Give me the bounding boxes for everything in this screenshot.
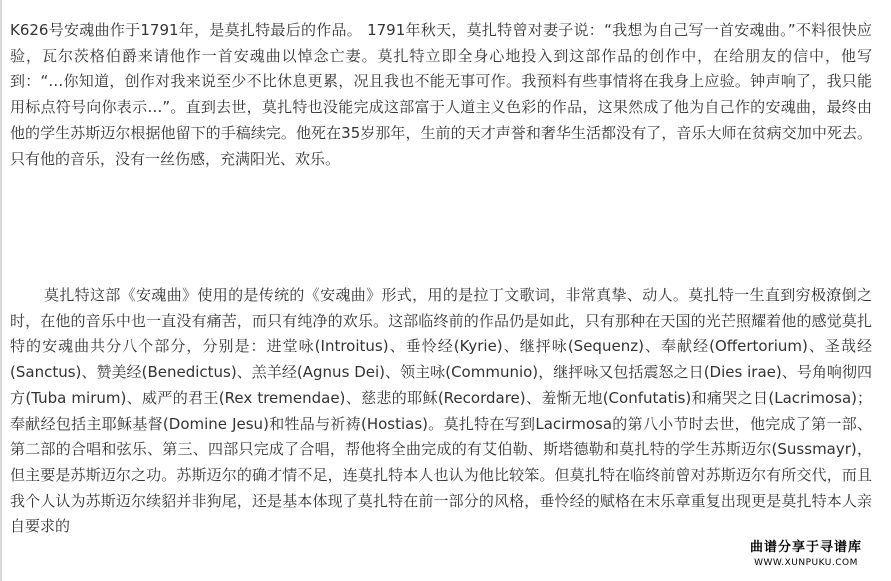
article-body (10, 18, 872, 536)
left-border-line (0, 0, 2, 581)
site-watermark (731, 539, 881, 575)
watermark-title: 曲谱分享于寻谱库 (749, 540, 862, 555)
article-paragraph-2: 莫扎特这部《安魂曲》使用的是传统的《安魂曲》形式，用的是拉丁文歌词，非常真挚、动人。莫扎特一生直到穷极潦倒之时，在他的音乐中也一直没有痛苦，而只有纯净的欢乐。这部临终前的作品仍是如此，只有那种在天国的光芒照耀着他的感觉莫扎特的安魂曲共分八个部分，分别是：进堂咏(Introitus)、垂怜经(Kyrie)、继抨咏(Sequenz)、奉献经(Offertorium)、圣哉经(Sanctus)、赞美经(Benedictus)、羔羊经(Agnus Dei)、领主咏(Communio)，继抨咏又包括震怒之日(Dies irae)、号角响彻四方(Tuba mirum)、威严的君王(Rex tremendae)、慈悲的耶稣(Recordare)、羞惭无地(Confutatis)和痛哭之日(Lacrimosa)；奉献经包括主耶稣基督(Domine Jesu)和牲品与祈祷(Hostias)。莫扎特在写到Lacirmosa的第八小节时去世，他完成了第一部、第二部的合唱和弦乐、第三、四部只完成了合唱，帮他将全曲完成的有艾伯勒、斯塔德勒和莫扎特的学生苏斯迈尔(Sussmayr)，但主要是苏斯迈尔之功。苏斯迈尔的确才情不足，连莫扎特本人也认为他比较笨。但莫扎特在临终前曾对苏斯迈尔有所交代，而且我个人认为苏斯迈尔续貂并非狗尾，还是基本体现了莫扎特在前一部分的风格，垂怜经的赋格在末乐章重复出现更是莫扎特本人亲自要求的 (10, 286, 872, 536)
article-paragraph-1: K626号安魂曲作于1791年，是莫扎特最后的作品。 1791年秋天，莫扎特曾对妻子说：“我想为自己写一首安魂曲。”不料很快应验，瓦尔茨格伯爵来请他作一首安魂曲以悼念亡妻。莫扎特立即全身心地投入到这部作品的创作中，在给朋友的信中，他写到：“…你知道，创作对我来说至少不比休息更累，况且我也不能无事可作。我预料有些事情将在我身上应验。钟声响了，我只能用标点符号向你表示…”。直到去世，莫扎特也没能完成这部富于人道主义色彩的作品，这果然成了他为自己作的安魂曲，最终由他的学生苏斯迈尔根据他留下的手稿续完。他死在35岁那年，生前的天才声誉和奢华生活都没有了，音乐大师在贫病交加中死去。只有他的音乐，没有一丝伤感，充满阳光、欢乐。 (10, 21, 872, 168)
watermark-url: WWW.XUNPUKU.COM (754, 558, 858, 568)
